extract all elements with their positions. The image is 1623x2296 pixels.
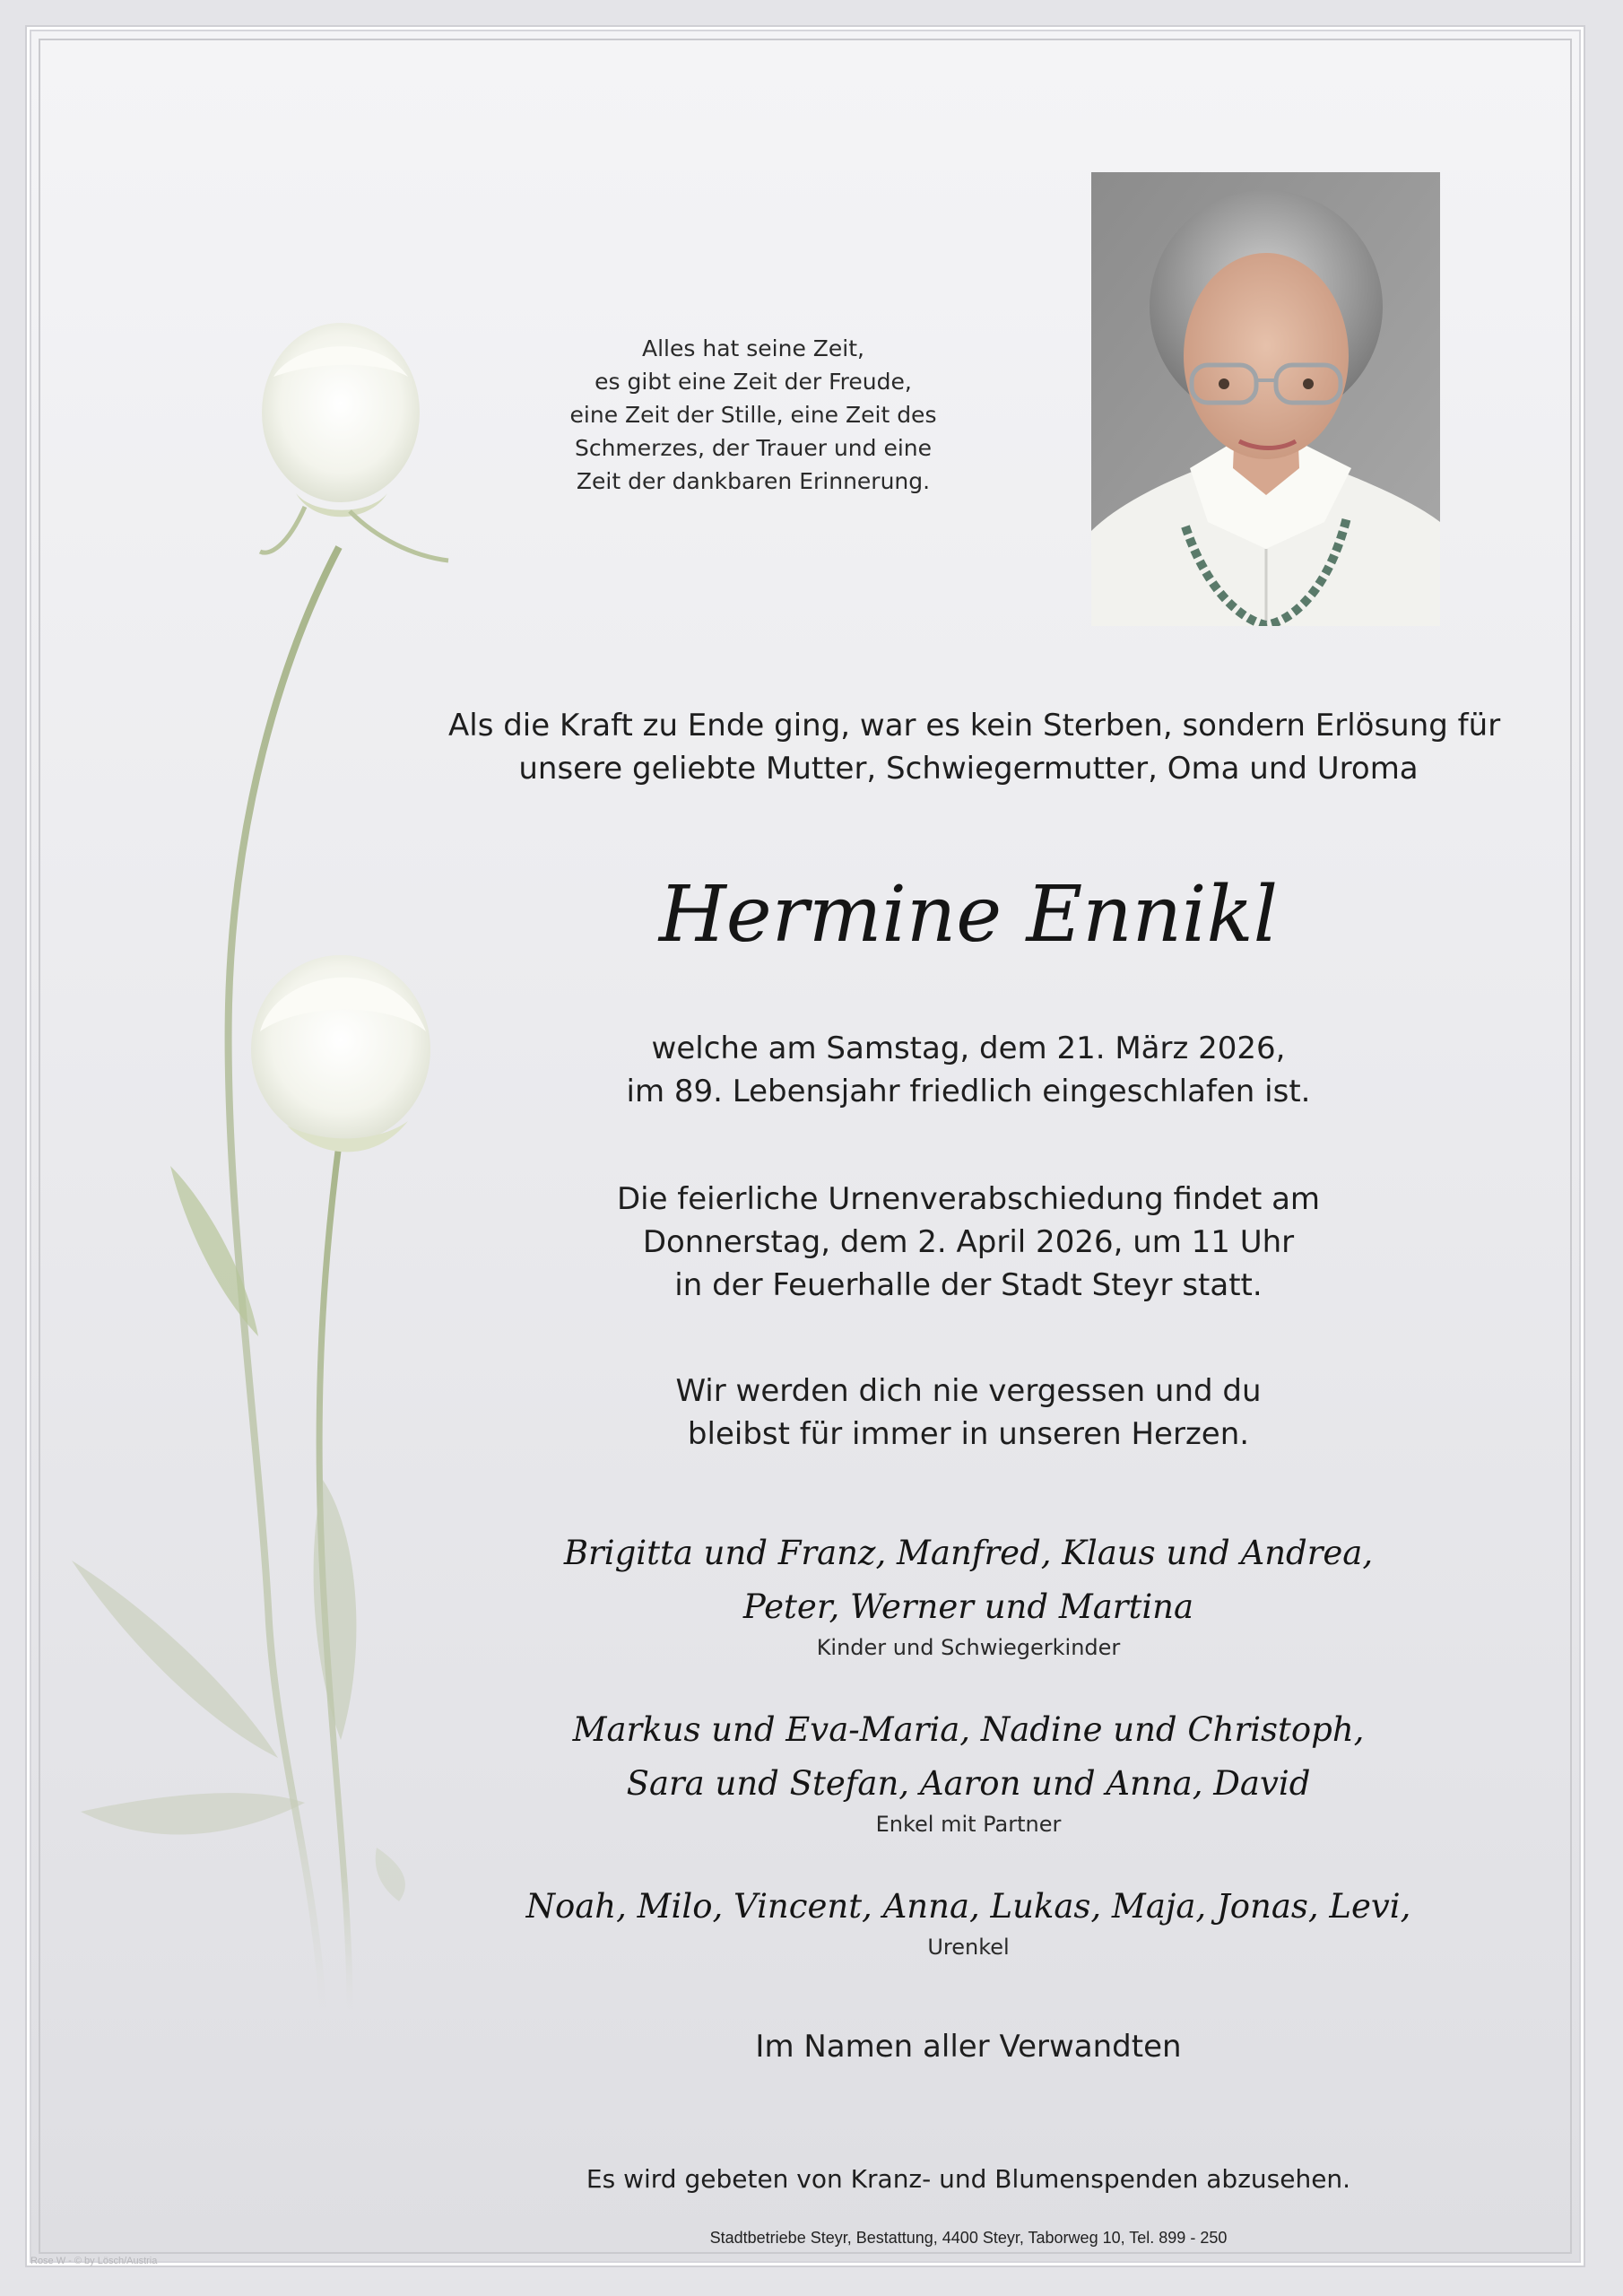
family-role: Enkel mit Partner bbox=[875, 1812, 1062, 1837]
white-roses-decoration bbox=[54, 323, 484, 2027]
funeral-home-info: Stadtbetriebe Steyr, Bestattung, 4400 Steyr, Taborweg 10, Tel. 899 - 250 bbox=[709, 2229, 1228, 2247]
death-notice bbox=[448, 1027, 1488, 1113]
quote-line: Alles hat seine Zeit, bbox=[642, 335, 864, 361]
family-role: Kinder und Schwiegerkinder bbox=[816, 1635, 1121, 1660]
ceremony-line: Donnerstag, dem 2. April 2026, um 11 Uhr bbox=[642, 1224, 1295, 1260]
quote bbox=[520, 332, 986, 498]
donation-note: Es wird gebeten von Kranz- und Blumenspenden abzusehen. bbox=[586, 2164, 1351, 2194]
quote-line: Schmerzes, der Trauer und eine bbox=[574, 435, 933, 461]
quote-line: eine Zeit der Stille, eine Zeit des bbox=[569, 402, 937, 428]
ceremony-notice bbox=[448, 1178, 1488, 1307]
deceased-name: Hermine Ennikl bbox=[658, 870, 1279, 960]
closing-signature: Im Namen aller Verwandten bbox=[755, 2029, 1182, 2065]
ceremony-line: Die feierliche Urnenverabschiedung findet am bbox=[616, 1181, 1321, 1217]
intro-line: Als die Kraft zu Ende ging, war es kein Sterben, sondern Erlösung für bbox=[448, 708, 1501, 744]
death-line: im 89. Lebensjahr friedlich eingeschlafen ist. bbox=[626, 1074, 1311, 1109]
family-role: Urenkel bbox=[927, 1935, 1010, 1960]
ceremony-line: in der Feuerhalle der Stadt Steyr statt. bbox=[674, 1267, 1263, 1303]
image-credit: Rose W - © by Lösch/Austria bbox=[30, 2256, 158, 2266]
family-names-line: Noah, Milo, Vincent, Anna, Lukas, Maja, Jonas, Levi, bbox=[525, 1887, 1411, 1926]
remembrance-line: Wir werden dich nie vergessen und du bbox=[675, 1373, 1262, 1409]
family-group-grandchildren bbox=[448, 1703, 1488, 1838]
intro-line: unsere geliebte Mutter, Schwiegermutter, Oma und Uroma bbox=[518, 751, 1419, 787]
portrait-photo bbox=[1091, 172, 1440, 626]
family-names-line: Brigitta und Franz, Manfred, Klaus und Andrea, bbox=[563, 1534, 1374, 1572]
family-names-line: Markus und Eva-Maria, Nadine und Christoph, bbox=[572, 1710, 1365, 1749]
remembrance-text bbox=[448, 1370, 1488, 1456]
family-group-great-grandchildren bbox=[448, 1880, 1488, 1961]
family-group-children bbox=[448, 1526, 1488, 1661]
remembrance-line: bleibst für immer in unseren Herzen. bbox=[687, 1416, 1250, 1452]
family-names-line: Peter, Werner und Martina bbox=[742, 1587, 1194, 1626]
death-line: welche am Samstag, dem 21. März 2026, bbox=[651, 1031, 1286, 1066]
intro-text bbox=[448, 704, 1501, 790]
quote-line: Zeit der dankbaren Erinnerung. bbox=[576, 468, 931, 494]
quote-line: es gibt eine Zeit der Freude, bbox=[595, 369, 912, 395]
family-names-line: Sara und Stefan, Aaron und Anna, David bbox=[626, 1764, 1311, 1803]
